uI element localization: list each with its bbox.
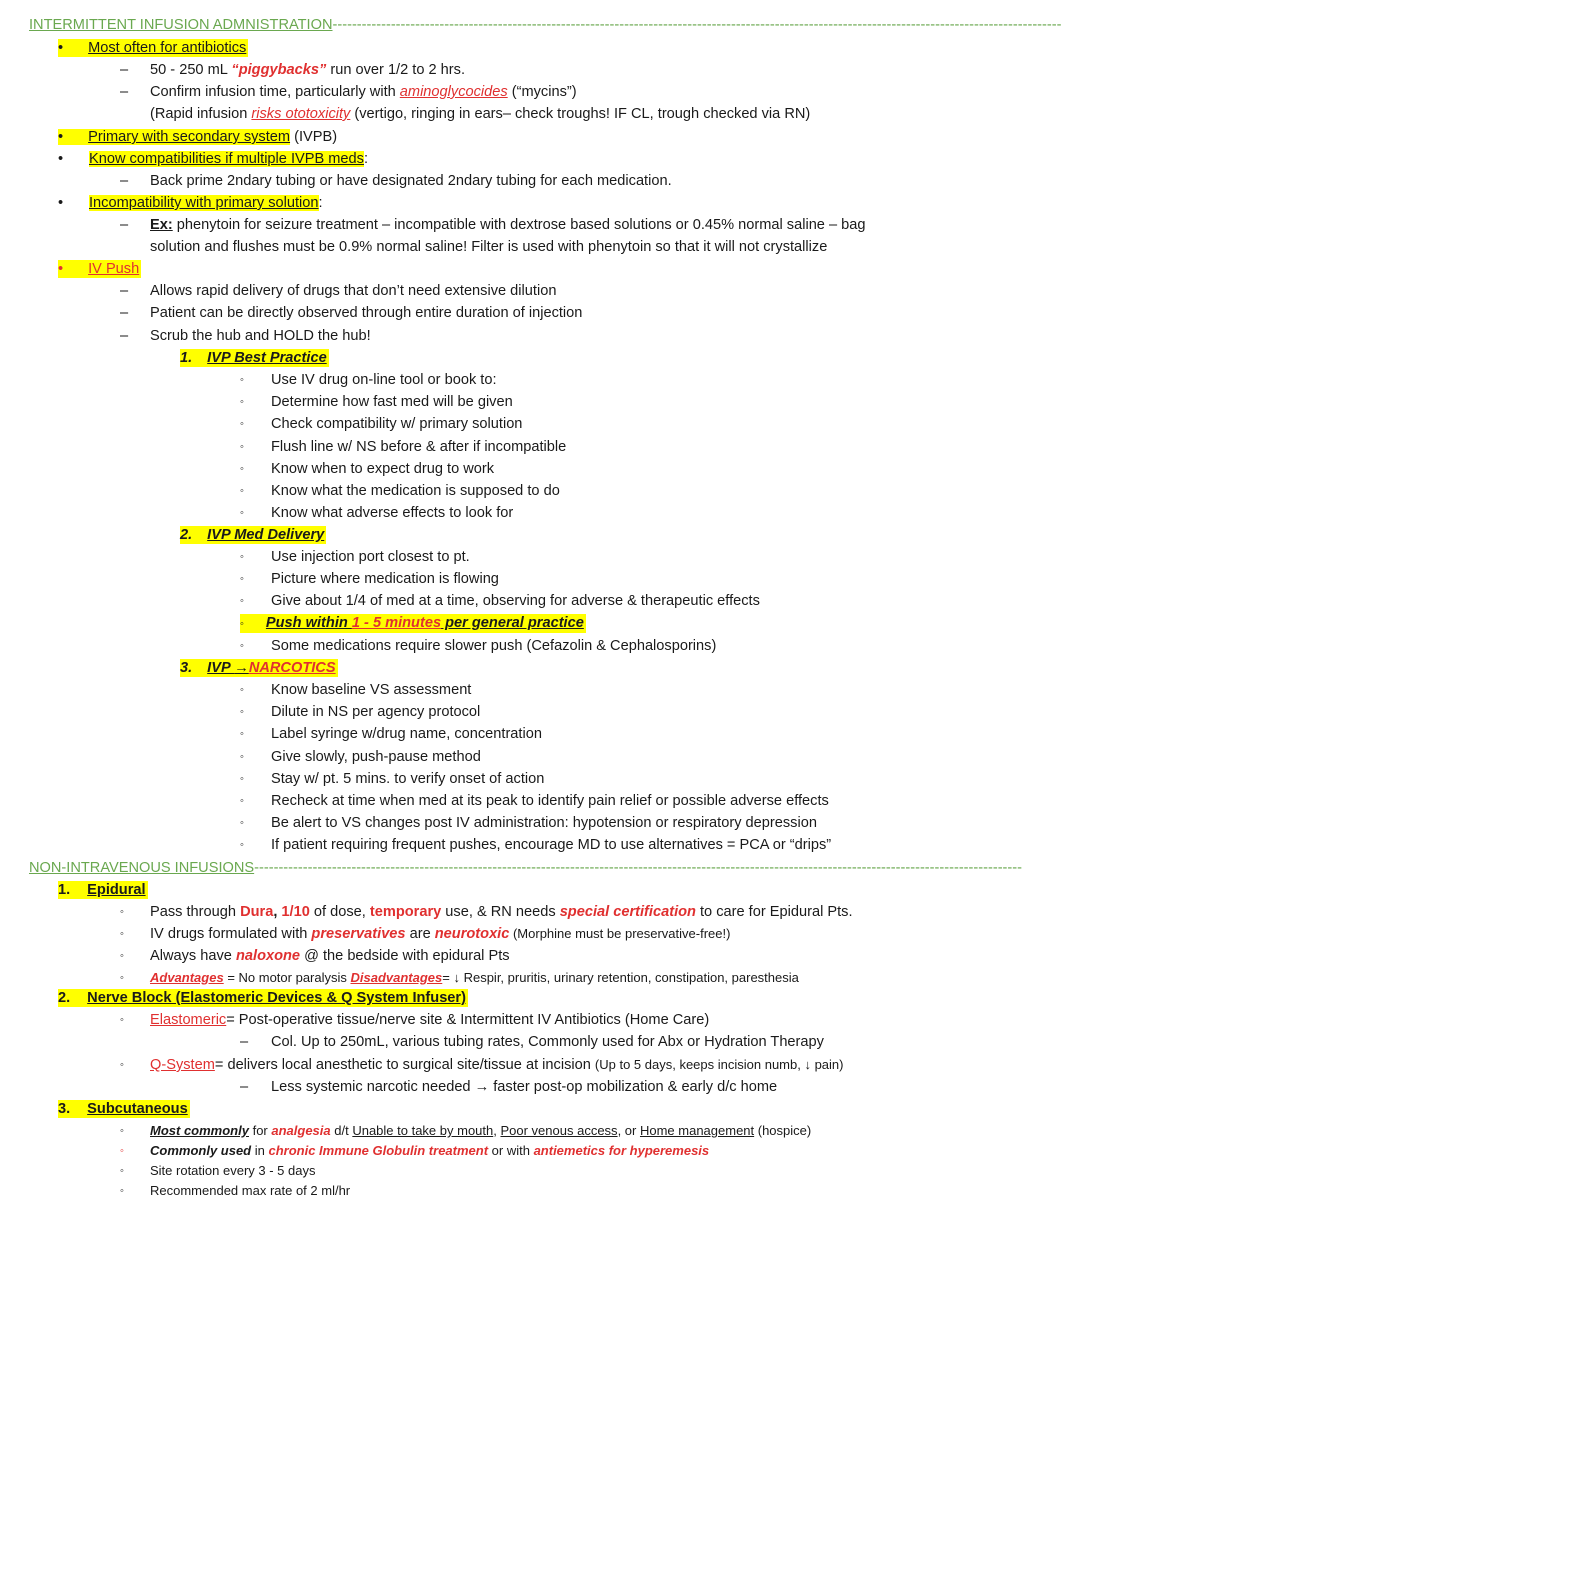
dash-mark: –: [240, 1034, 249, 1050]
circle-mark: ◦: [240, 440, 244, 453]
dash-mark: –: [120, 84, 129, 100]
item-most-commonly: Most commonly for analgesia d/t Unable to take by mouth, Poor venous access, or Home management (hospice): [150, 1123, 812, 1138]
circle-mark: ◦: [120, 1185, 124, 1197]
circle-mark: ◦: [240, 817, 244, 830]
list-item: Give slowly, push-pause method: [271, 748, 481, 765]
item-naloxone: Always have naloxone @ the bedside with epidural Pts: [150, 948, 510, 964]
list-item: Picture where medication is flowing: [271, 571, 499, 588]
item-commonly-used: Commonly used in chronic Immune Globulin treatment or with antiemetics for hyperemesis: [150, 1143, 710, 1158]
circle-mark: ◦: [240, 772, 244, 785]
bullet-iv-push: • IV Push: [58, 261, 140, 277]
circle-mark: ◦: [120, 950, 124, 962]
bullet-mark: •: [58, 151, 64, 167]
list-item: Flush line w/ NS before & after if incompatible: [271, 438, 567, 455]
circle-mark: ◦: [240, 706, 244, 719]
numbered-ivp-best-practice: 1. IVP Best Practice: [180, 350, 327, 366]
arrow-right-icon: →: [474, 1079, 490, 1095]
item-pass-dura: Pass through Dura, 1/10 of dose, temporary use, & RN needs special certification to care for Epidural Pts.: [150, 904, 853, 920]
text-patient-observed: Patient can be directly observed through entire duration of injection: [150, 305, 583, 321]
item-site-rotation: Site rotation every 3 - 5 days: [150, 1163, 316, 1178]
dash-mark: –: [120, 62, 129, 78]
list-item: Determine how fast med will be given: [271, 394, 513, 411]
item-advantages: Advantages = No motor paralysis Disadvantages= ↓ Respir, pruritis, urinary retention, constipation, paresthesia: [150, 970, 799, 985]
circle-mark: ◦: [240, 462, 244, 475]
dash-mark: –: [120, 217, 129, 233]
circle-mark: ◦: [240, 485, 244, 497]
text-phenytoin: Ex: phenytoin for seizure treatment – incompatible with dextrose based solutions or 0.45% normal saline – bag: [150, 217, 866, 233]
circle-mark: ◦: [120, 1145, 124, 1157]
item-elastomeric-detail: Col. Up to 250mL, various tubing rates, Commonly used for Abx or Hydration Therapy: [271, 1034, 824, 1050]
circle-mark: ◦: [120, 1125, 124, 1137]
dash-mark: –: [120, 305, 129, 321]
text-phenytoin-cont: solution and flushes must be 0.9% normal saline! Filter is used with phenytoin so that it will not crystallize: [150, 239, 828, 255]
circle-mark: ◦: [240, 595, 244, 608]
list-item: If patient requiring frequent pushes, encourage MD to use alternatives = PCA or “drips”: [271, 837, 832, 854]
list-item: Recheck at time when med at its peak to identify pain relief or possible adverse effects: [271, 793, 829, 809]
list-item: Know what adverse effects to look for: [271, 505, 514, 522]
circle-mark: ◦: [240, 750, 244, 763]
circle-mark: ◦: [240, 573, 244, 586]
item-preservatives: IV drugs formulated with preservatives are neurotoxic (Morphine must be preservative-free!): [150, 926, 731, 942]
list-item: Know when to expect drug to work: [271, 460, 495, 477]
numbered-ivp-med-delivery: 2. IVP Med Delivery: [180, 527, 325, 543]
numbered-ivp-narcotics: 3. IVP →NARCOTICS: [180, 660, 336, 676]
list-item: Use injection port closest to pt.: [271, 549, 470, 565]
circle-mark: ◦: [240, 640, 244, 652]
text-piggybacks: 50 - 250 mL “piggybacks” run over 1/2 to 2 hrs.: [150, 62, 466, 78]
item-elastomeric: Elastomeric= Post-operative tissue/nerve site & Intermittent IV Antibiotics (Home Care): [150, 1012, 710, 1028]
text-scrub-hub: Scrub the hub and HOLD the hub!: [150, 328, 371, 344]
section-heading-intermittent: INTERMITTENT INFUSION ADMNISTRATION------------------------------------------------------------------------------------------------------------------------------------------------------: [29, 17, 1062, 33]
list-item: Give about 1/4 of med at a time, observing for adverse & therapeutic effects: [271, 593, 760, 610]
circle-mark: ◦: [120, 906, 124, 918]
numbered-epidural: 1. Epidural: [58, 882, 146, 898]
circle-mark: ◦: [240, 728, 244, 741]
bullet-primary-secondary: • Primary with secondary system (IVPB): [58, 129, 338, 145]
item-max-rate: Recommended max rate of 2 ml/hr: [150, 1183, 351, 1198]
dash-mark: –: [120, 283, 129, 299]
dash-mark: –: [240, 1079, 249, 1095]
text-rapid-infusion: (Rapid infusion risks ototoxicity (vertigo, ringing in ears– check troughs! IF CL, trough checked via RN): [150, 106, 811, 122]
circle-mark: ◦: [240, 551, 244, 563]
bullet-most-often: • Most often for antibiotics: [58, 40, 247, 56]
circle-mark: ◦: [240, 374, 244, 386]
numbered-subcutaneous: 3. Subcutaneous: [58, 1101, 188, 1117]
list-item: Use IV drug on-line tool or book to:: [271, 372, 497, 388]
text-confirm-infusion: Confirm infusion time, particularly with aminoglycocides (“mycins”): [150, 84, 577, 100]
list-item: Be alert to VS changes post IV administration: hypotension or respiratory depression: [271, 815, 817, 832]
bullet-mark: •: [58, 195, 64, 211]
circle-mark: ◦: [120, 1059, 124, 1071]
bullet-incompatibility: Incompatibility with primary solution:: [89, 195, 323, 211]
circle-mark: ◦: [240, 507, 244, 520]
numbered-nerve-block: 2. Nerve Block (Elastomeric Devices & Q System Infuser): [58, 990, 466, 1006]
list-item: Know what the medication is supposed to do: [271, 483, 560, 499]
circle-mark: ◦: [240, 839, 244, 852]
list-item: Dilute in NS per agency protocol: [271, 704, 481, 721]
item-slower-push: Some medications require slower push (Cefazolin & Cephalosporins): [271, 638, 717, 654]
circle-mark: ◦: [240, 795, 244, 807]
circle-mark: ◦: [240, 684, 244, 696]
item-push-within: ◦ Push within 1 - 5 minutes per general practice: [240, 615, 584, 631]
section-heading-non-iv: NON-INTRAVENOUS INFUSIONS--------------------------------------------------------------------------------------------------------------------------------------------------------------: [29, 860, 1022, 876]
dash-mark: –: [120, 328, 129, 344]
item-q-system: Q-System= delivers local anesthetic to surgical site/tissue at incision (Up to 5 days, keeps incision numb, ↓ pain): [150, 1057, 844, 1073]
list-item: Stay w/ pt. 5 mins. to verify onset of action: [271, 770, 545, 787]
circle-mark: ◦: [240, 396, 244, 409]
circle-mark: ◦: [120, 1014, 124, 1026]
item-q-system-detail: Less systemic narcotic needed → faster post-op mobilization & early d/c home: [271, 1079, 778, 1095]
circle-mark: ◦: [240, 418, 244, 431]
text-back-prime: Back prime 2ndary tubing or have designated 2ndary tubing for each medication.: [150, 173, 672, 189]
circle-mark: ◦: [120, 928, 124, 940]
list-item: Know baseline VS assessment: [271, 682, 472, 698]
dash-mark: –: [120, 173, 129, 189]
list-item: Check compatibility w/ primary solution: [271, 416, 523, 433]
bullet-compatibilities: Know compatibilities if multiple IVPB meds:: [89, 151, 369, 167]
circle-mark: ◦: [120, 1165, 124, 1177]
list-item: Label syringe w/drug name, concentration: [271, 726, 542, 743]
arrow-right-icon: →: [234, 660, 249, 676]
text-rapid-delivery: Allows rapid delivery of drugs that don’t need extensive dilution: [150, 283, 557, 299]
circle-mark: ◦: [120, 972, 124, 984]
